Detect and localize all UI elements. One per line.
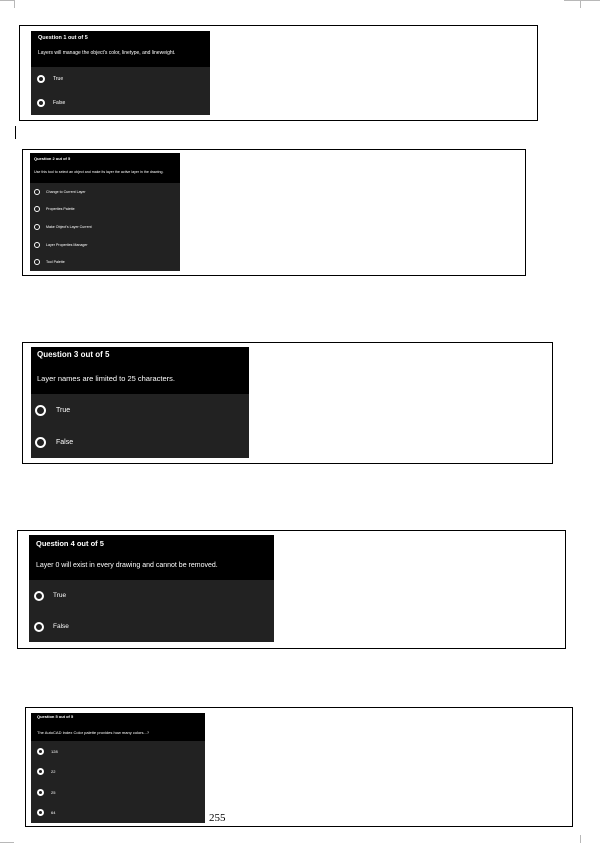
answer-option[interactable] bbox=[30, 218, 180, 236]
question-header bbox=[31, 31, 210, 67]
question-text: Layer 0 will exist in every drawing and cannot be removed. bbox=[36, 562, 218, 569]
answer-option-true[interactable] bbox=[29, 580, 274, 611]
option-label: 22 bbox=[51, 769, 56, 775]
radio-button-icon[interactable] bbox=[37, 789, 44, 796]
question-number: Question 5 out of 5 bbox=[37, 714, 74, 719]
crop-mark bbox=[0, 0, 14, 1]
question-text: Layers will manage the object's color, linetype, and lineweight. bbox=[38, 50, 176, 56]
answer-option[interactable] bbox=[30, 253, 180, 271]
question-text: Layer names are limited to 25 characters. bbox=[37, 374, 175, 383]
question-number: Question 1 out of 5 bbox=[38, 35, 88, 41]
page-number: 255 bbox=[209, 812, 226, 824]
answer-option[interactable] bbox=[31, 782, 205, 803]
question-number: Question 2 out of 5 bbox=[34, 156, 71, 161]
crop-mark bbox=[580, 835, 581, 843]
crop-mark bbox=[14, 0, 15, 8]
quiz-card-2 bbox=[30, 153, 180, 271]
crop-mark bbox=[580, 0, 581, 8]
question-header bbox=[29, 535, 274, 580]
option-label: True bbox=[53, 592, 67, 599]
option-label: False bbox=[56, 438, 74, 446]
option-label: 25 bbox=[51, 789, 56, 795]
answer-option[interactable] bbox=[31, 741, 205, 762]
radio-button-icon[interactable] bbox=[35, 437, 46, 448]
radio-button-icon[interactable] bbox=[35, 405, 46, 416]
answer-option[interactable] bbox=[30, 183, 180, 201]
quiz-card-4 bbox=[29, 535, 274, 642]
radio-button-icon[interactable] bbox=[37, 748, 44, 755]
option-label: Layer Properties Manager bbox=[46, 242, 88, 247]
answer-option-true[interactable] bbox=[31, 394, 249, 426]
option-label: True bbox=[53, 76, 64, 82]
radio-button-icon[interactable] bbox=[34, 622, 44, 632]
question-text: Use this tool to select an object and make its layer the active layer in the drawing. bbox=[34, 170, 164, 174]
option-label: Tool Palette bbox=[46, 260, 65, 265]
radio-button-icon[interactable] bbox=[37, 809, 44, 816]
radio-button-icon[interactable] bbox=[34, 224, 40, 230]
radio-button-icon[interactable] bbox=[37, 99, 45, 107]
quiz-card-3 bbox=[31, 347, 249, 458]
radio-button-icon[interactable] bbox=[34, 259, 40, 265]
answer-option-false[interactable] bbox=[31, 426, 249, 458]
answer-option[interactable] bbox=[30, 236, 180, 254]
quiz-card-5 bbox=[31, 713, 205, 823]
question-number: Question 4 out of 5 bbox=[36, 539, 104, 548]
answer-option[interactable] bbox=[31, 803, 205, 824]
radio-button-icon[interactable] bbox=[34, 189, 40, 195]
answer-option-true[interactable] bbox=[31, 67, 210, 91]
radio-button-icon[interactable] bbox=[37, 75, 45, 83]
radio-button-icon[interactable] bbox=[34, 242, 40, 248]
question-header bbox=[31, 347, 249, 394]
radio-button-icon[interactable] bbox=[34, 206, 40, 212]
question-header bbox=[30, 153, 180, 183]
question-number: Question 3 out of 5 bbox=[37, 350, 110, 359]
option-label: False bbox=[53, 623, 69, 630]
option-label: Change to Current Layer bbox=[46, 189, 86, 194]
text-cursor bbox=[15, 126, 16, 139]
option-label: True bbox=[56, 406, 71, 414]
option-label: False bbox=[53, 100, 66, 106]
answer-option-false[interactable] bbox=[31, 91, 210, 115]
answer-option-false[interactable] bbox=[29, 611, 274, 642]
radio-button-icon[interactable] bbox=[34, 591, 44, 601]
answer-option[interactable] bbox=[30, 201, 180, 219]
answer-option[interactable] bbox=[31, 762, 205, 783]
option-label: 128 bbox=[51, 748, 58, 754]
quiz-card-1 bbox=[31, 31, 210, 115]
crop-mark bbox=[564, 0, 600, 1]
option-label: Properties Palette bbox=[46, 207, 75, 212]
option-label: 64 bbox=[51, 810, 56, 816]
radio-button-icon[interactable] bbox=[37, 768, 44, 775]
question-text: The AutoCAD Index Color palette provides how many colors...? bbox=[37, 730, 150, 735]
option-label: Make Object's Layer Current bbox=[46, 224, 92, 229]
question-header bbox=[31, 713, 205, 741]
